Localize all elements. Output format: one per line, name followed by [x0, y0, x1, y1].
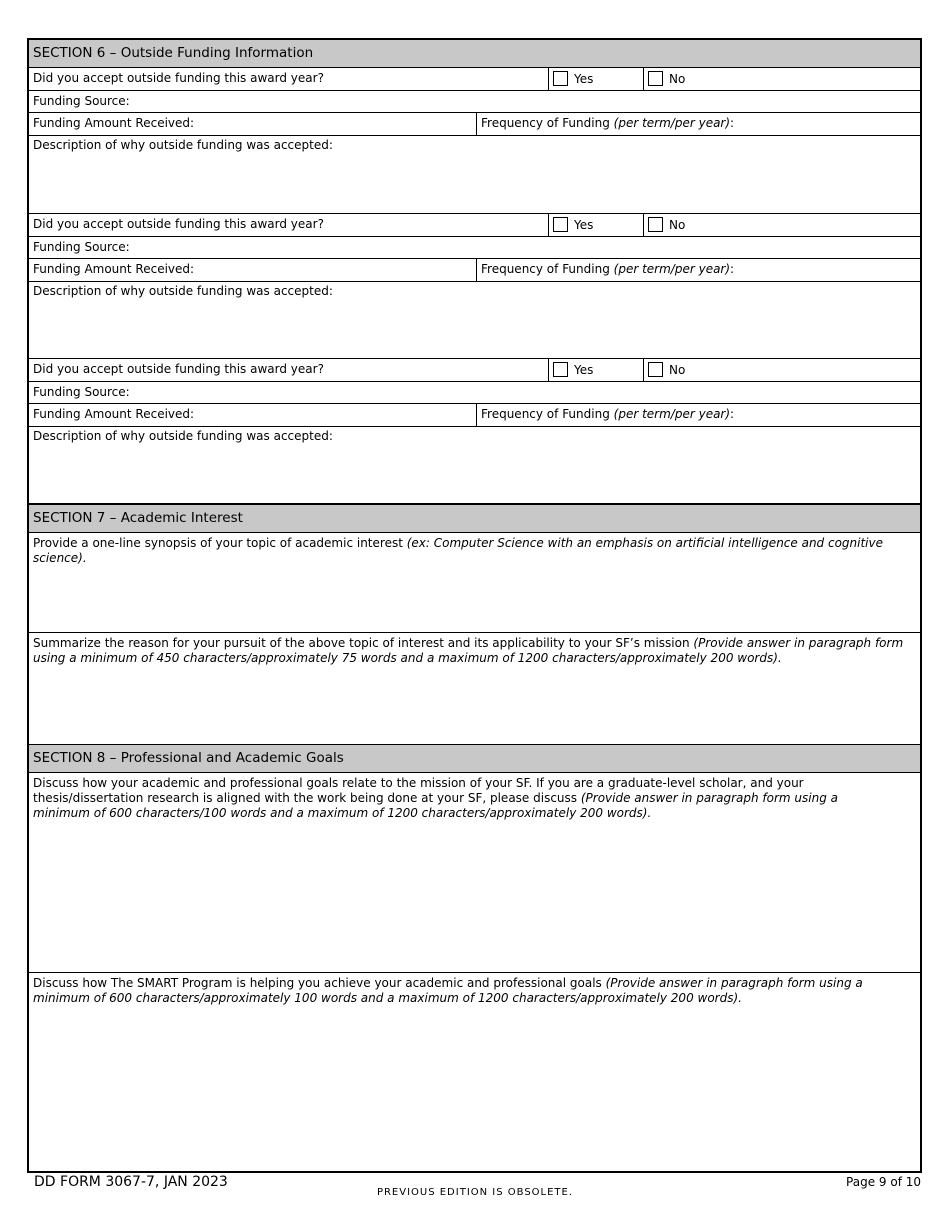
funding-frequency-field[interactable] — [476, 113, 920, 135]
funding-frequency-field[interactable] — [476, 404, 920, 426]
funding-question-row-2 — [29, 214, 920, 237]
funding-source-label: Funding Source: — [33, 385, 130, 399]
section7-title: SECTION 7 – Academic Interest — [33, 510, 243, 526]
section8-title: SECTION 8 – Professional and Academic Goals — [33, 750, 344, 766]
funding-amount-row-1 — [29, 113, 920, 136]
yes-checkbox[interactable] — [553, 217, 568, 232]
form-identifier: DD FORM 3067-7, JAN 2023 — [34, 1174, 228, 1190]
funding-source-field-2[interactable] — [29, 237, 920, 259]
goals-prompt: Discuss how your academic and professional goals relate to the mission of your SF. If you are a graduate-level scholar, and your thesis/dissertation research is aligned with the work being done at your SF, please discuss — [33, 776, 804, 805]
synopsis-field[interactable] — [29, 533, 920, 633]
funding-source-field-1[interactable] — [29, 91, 920, 113]
funding-description-label: Description of why outside funding was accepted: — [33, 429, 333, 443]
funding-question-label: Did you accept outside funding this award year? — [33, 362, 324, 376]
smart-program-hint: (Provide answer in paragraph form using a minimum of 600 characters/approximately 100 words and a maximum of 1200 characters/approximately 200 words). — [33, 976, 863, 1005]
frequency-colon: : — [730, 262, 735, 276]
funding-question-label: Did you accept outside funding this award year? — [33, 217, 324, 231]
frequency-hint: (per term/per year) — [613, 262, 731, 276]
funding-amount-label: Funding Amount Received: — [33, 262, 195, 276]
smart-program-prompt: Discuss how The SMART Program is helping you achieve your academic and professional goals — [33, 976, 606, 990]
yes-checkbox[interactable] — [553, 71, 568, 86]
funding-description-field-2[interactable] — [29, 282, 920, 359]
no-checkbox[interactable] — [648, 71, 663, 86]
funding-source-field-3[interactable] — [29, 382, 920, 404]
summary-hint: (Provide answer in paragraph form using a minimum of 450 characters/approximately 75 words and a maximum of 1200 characters/approximately 200 words). — [33, 636, 904, 665]
section6-title: SECTION 6 – Outside Funding Information — [33, 45, 314, 61]
funding-amount-row-3 — [29, 404, 920, 427]
frequency-colon: : — [730, 116, 735, 130]
funding-description-label: Description of why outside funding was accepted: — [33, 138, 333, 152]
funding-amount-field[interactable] — [29, 113, 476, 135]
smart-program-field[interactable] — [29, 973, 920, 1171]
funding-amount-label: Funding Amount Received: — [33, 407, 195, 421]
synopsis-prompt: Provide a one-line synopsis of your topic of academic interest — [33, 536, 407, 550]
form-page — [27, 38, 922, 1173]
frequency-label: Frequency of Funding — [481, 262, 610, 276]
no-checkbox[interactable] — [648, 362, 663, 377]
frequency-colon: : — [730, 407, 735, 421]
yes-label: Yes — [574, 218, 594, 232]
synopsis-hint: (ex: Computer Science with an emphasis on artificial intelligence and cognitive science). — [33, 536, 884, 565]
funding-description-field-1[interactable] — [29, 136, 920, 214]
frequency-label: Frequency of Funding — [481, 116, 610, 130]
section7-header — [29, 505, 920, 533]
no-checkbox-cell[interactable] — [643, 68, 920, 90]
no-checkbox[interactable] — [648, 217, 663, 232]
yes-checkbox[interactable] — [553, 362, 568, 377]
page-number: Page 9 of 10 — [846, 1175, 921, 1189]
edition-note: PREVIOUS EDITION IS OBSOLETE. — [376, 1187, 574, 1198]
goals-hint: (Provide answer in paragraph form using a minimum of 600 characters/100 words and a maximum of 1200 characters/approximately 200 words). — [33, 791, 838, 820]
frequency-hint: (per term/per year) — [613, 116, 731, 130]
funding-amount-field[interactable] — [29, 259, 476, 281]
yes-checkbox-cell[interactable] — [548, 359, 643, 381]
funding-frequency-field[interactable] — [476, 259, 920, 281]
section8-header — [29, 745, 920, 773]
yes-label: Yes — [574, 72, 594, 86]
funding-description-label: Description of why outside funding was accepted: — [33, 284, 333, 298]
frequency-label: Frequency of Funding — [481, 407, 610, 421]
yes-checkbox-cell[interactable] — [548, 68, 643, 90]
no-label: No — [669, 72, 686, 86]
yes-label: Yes — [574, 363, 594, 377]
frequency-hint: (per term/per year) — [613, 407, 731, 421]
yes-checkbox-cell[interactable] — [548, 214, 643, 236]
summary-field[interactable] — [29, 633, 920, 745]
no-checkbox-cell[interactable] — [643, 359, 920, 381]
funding-question-row-3 — [29, 359, 920, 382]
funding-amount-row-2 — [29, 259, 920, 282]
goals-field[interactable] — [29, 773, 920, 973]
no-label: No — [669, 363, 686, 377]
no-label: No — [669, 218, 686, 232]
funding-amount-field[interactable] — [29, 404, 476, 426]
funding-amount-label: Funding Amount Received: — [33, 116, 195, 130]
funding-question-label: Did you accept outside funding this award year? — [33, 71, 324, 85]
no-checkbox-cell[interactable] — [643, 214, 920, 236]
section6-header — [29, 40, 920, 68]
funding-source-label: Funding Source: — [33, 94, 130, 108]
funding-question-row-1 — [29, 68, 920, 91]
funding-description-field-3[interactable] — [29, 427, 920, 505]
summary-prompt: Summarize the reason for your pursuit of the above topic of interest and its applicability to your SF’s mission — [33, 636, 694, 650]
funding-source-label: Funding Source: — [33, 240, 130, 254]
